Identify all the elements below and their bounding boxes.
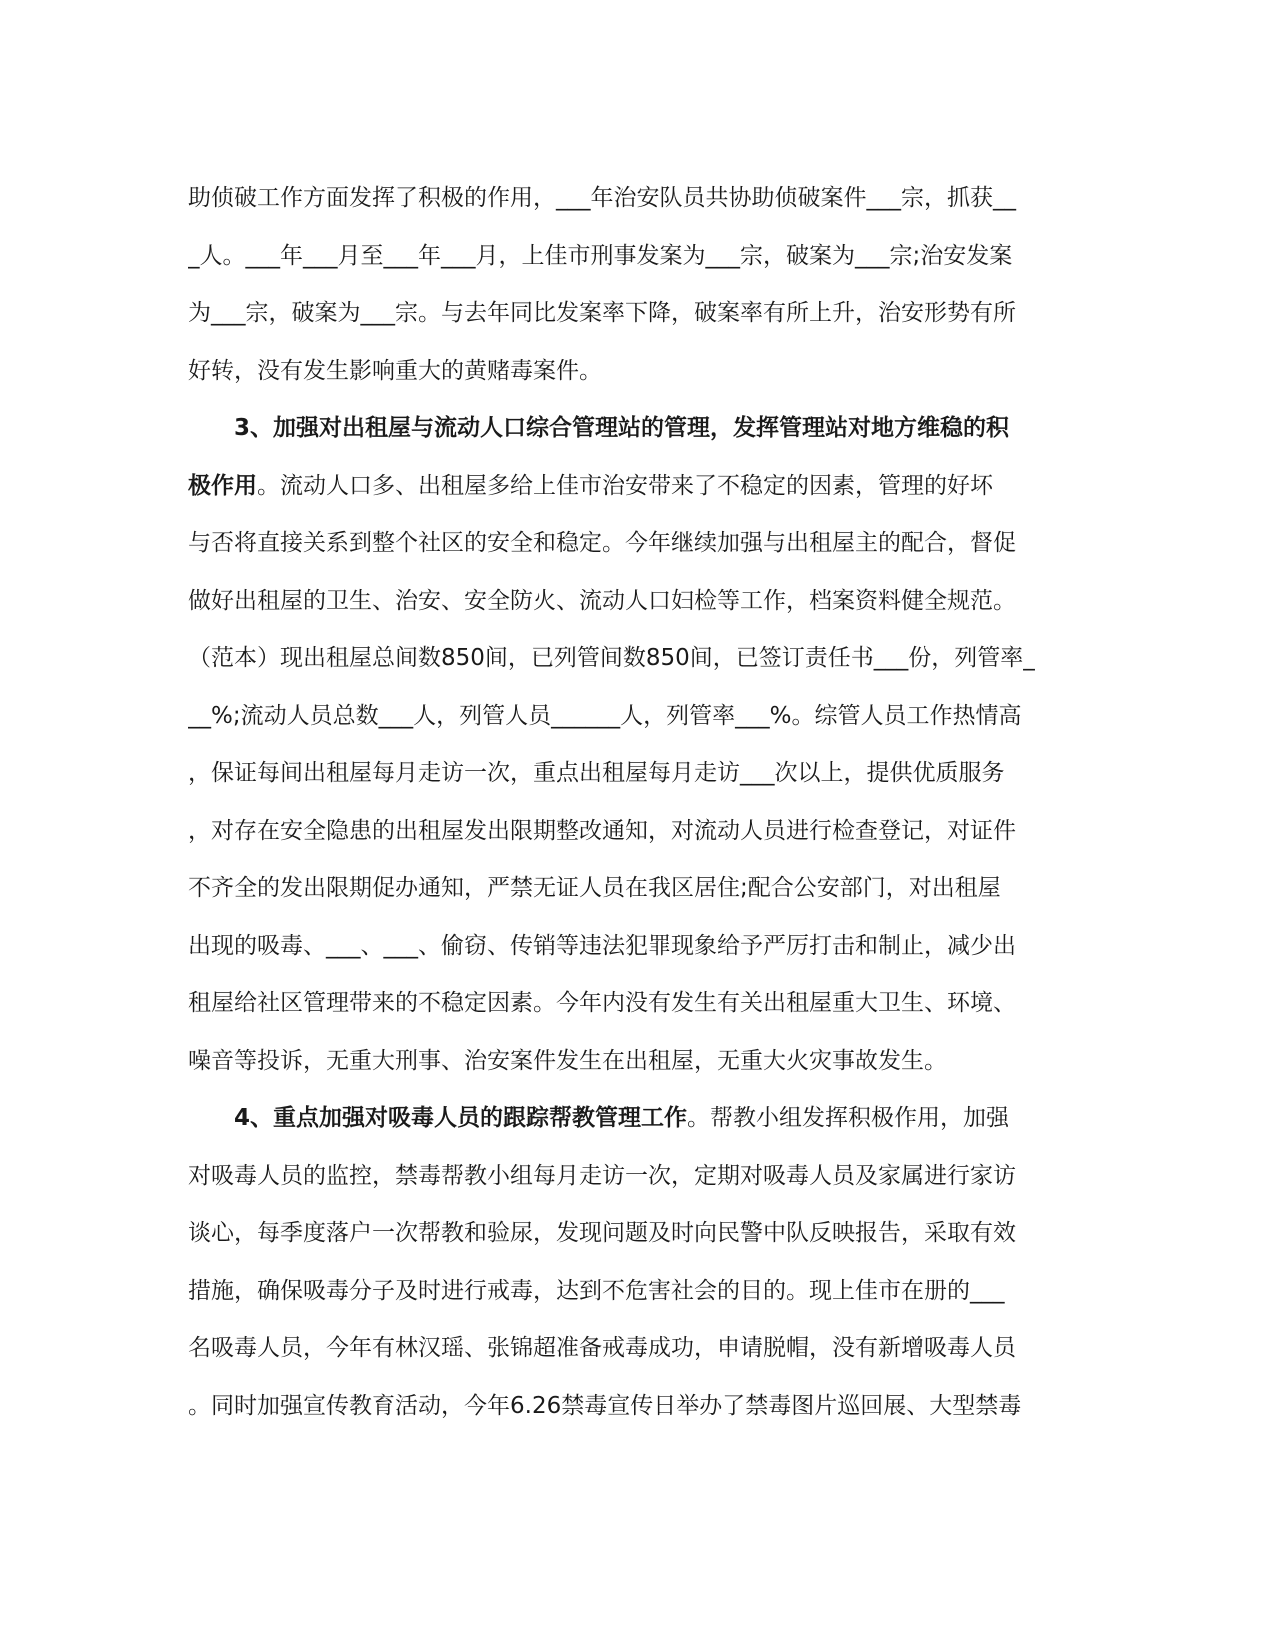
text-line: 做好出租屋的卫生、治安、安全防火、流动人口妇检等工作，档案资料健全规范。 <box>188 587 1016 614</box>
text-line: _人。___年___月至___年___月，上佳市刑事发案为___宗，破案为___宗;治安发案 <box>188 242 1013 269</box>
text-line <box>188 1090 1088 1148</box>
document-body <box>188 170 1088 1435</box>
text-line: 与否将直接关系到整个社区的安全和稳定。今年继续加强与出租屋主的配合，督促 <box>188 530 1016 556</box>
text-line: ，对存在安全隐患的出租屋发出限期整改通知，对流动人员进行检查登记，对证件 <box>188 817 1016 844</box>
text-line: 不齐全的发出限期促办通知，严禁无证人员在我区居住;配合公安部门，对出租屋 <box>188 875 1001 901</box>
text-line: 出现的吸毒、___、___、偷窃、传销等违法犯罪现象给予严厉打击和制止，减少出 <box>188 932 1016 959</box>
text-line <box>188 458 1088 516</box>
text-line: 助侦破工作方面发挥了积极的作用，___年治安队员共协助侦破案件___宗，抓获__ <box>188 185 1016 211</box>
text-line: 措施，确保吸毒分子及时进行戒毒，达到不危害社会的目的。现上佳市在册的___ <box>188 1277 1005 1304</box>
text-line: 对吸毒人员的监控，禁毒帮教小组每月走访一次，定期对吸毒人员及家属进行家访 <box>188 1162 1016 1189</box>
section-3-heading: 3、加强对出租屋与流动人口综合管理站的管理，发挥管理站对地方维稳的积 <box>234 415 1010 441</box>
text-line: ，保证每间出租屋每月走访一次，重点出租屋每月走访___次以上，提供优质服务 <box>188 760 1005 786</box>
text-line: 为___宗，破案为___宗。与去年同比发案率下降，破案率有所上升，治安形势有所 <box>188 300 1016 326</box>
section-4-heading: 4、重点加强对吸毒人员的跟踪帮教管理工作 <box>234 1105 688 1131</box>
text-line: 。同时加强宣传教育活动，今年6.26禁毒宣传日举办了禁毒图片巡回展、大型禁毒 <box>188 1392 1022 1419</box>
text-line: 好转，没有发生影响重大的黄赌毒案件。 <box>188 357 602 384</box>
text-line: __%;流动人员总数___人，列管人员______人，列管率___%。综管人员工作热情高 <box>188 702 1022 729</box>
text-line: 名吸毒人员，今年有林汉瑶、张锦超准备戒毒成功，申请脱帽，没有新增吸毒人员 <box>188 1335 1016 1361</box>
text-line: （范本）现出租屋总间数850间，已列管间数850间，已签订责任书___份，列管率_ <box>188 645 1035 671</box>
section-3-heading-end: 极作用 <box>188 472 257 499</box>
text-line: 谈心，每季度落户一次帮教和验尿，发现问题及时向民警中队反映报告，采取有效 <box>188 1220 1016 1246</box>
text-line: 租屋给社区管理带来的不稳定因素。今年内没有发生有关出租屋重大卫生、环境、 <box>188 990 1016 1016</box>
text-line: 噪音等投诉，无重大刑事、治安案件发生在出租屋，无重大火灾事故发生。 <box>188 1047 947 1074</box>
section-4-text: 。帮教小组发挥积极作用，加强 <box>687 1105 1010 1131</box>
section-3-text: 。流动人口多、出租屋多给上佳市治安带来了不稳定的因素，管理的好坏 <box>257 472 993 499</box>
